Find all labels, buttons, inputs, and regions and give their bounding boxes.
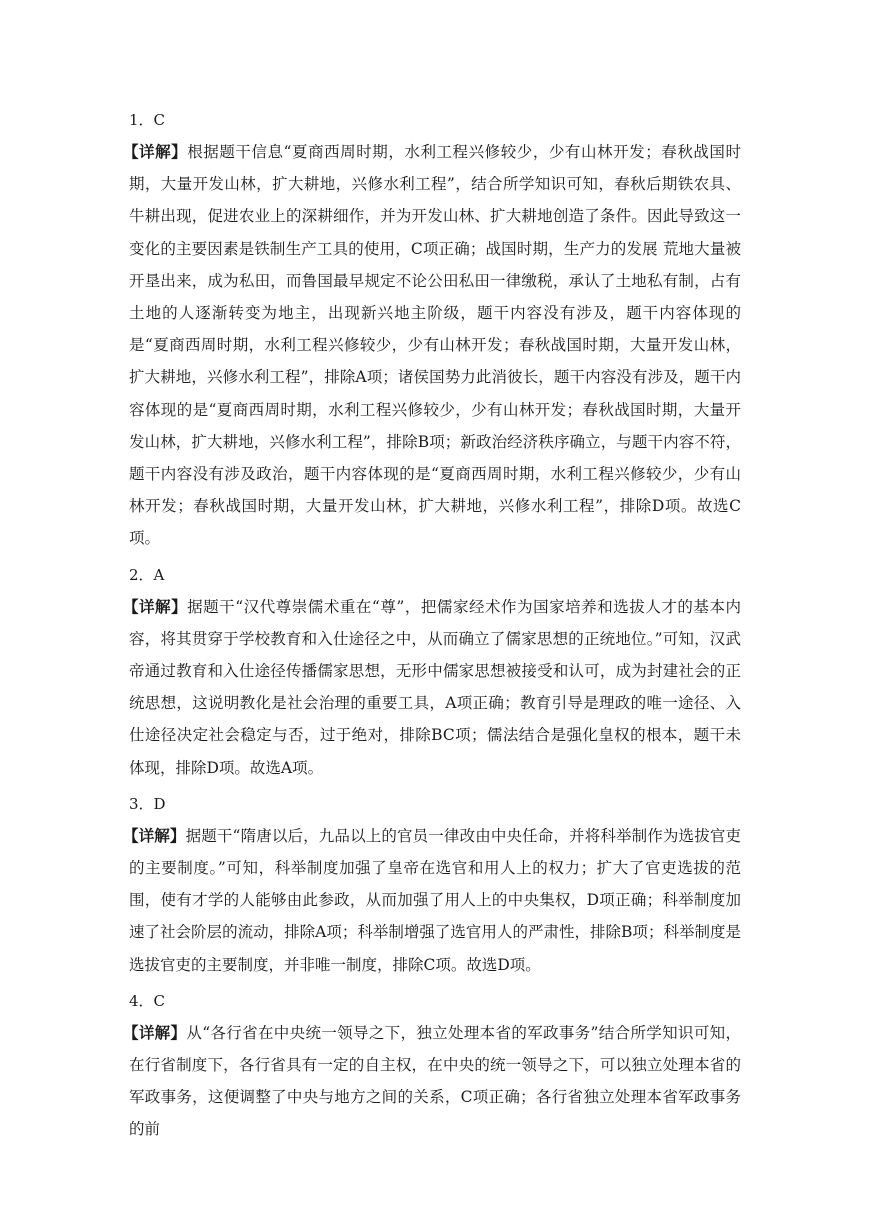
explanation-text: 从“各行省在中央统一领导之下，独立处理本省的军政事务”结合所学知识可知，在行省制度下，各行省具有一定的自主权，在中央的统一领导之下，可以独立处理本省的军政事务，这便调整了中央与地方之间的关系，C项正确；各行省独立处理本省军政事务的前 xyxy=(129,1023,741,1139)
explanation-paragraph xyxy=(123,136,741,555)
answer-block-3 xyxy=(123,788,741,981)
detail-tag: 【详解】 xyxy=(123,825,186,845)
detail-tag: 【详解】 xyxy=(123,1022,187,1042)
detail-tag: 【详解】 xyxy=(123,596,188,616)
explanation-paragraph xyxy=(123,1017,741,1146)
explanation-text: 据题干“隋唐以后，九品以上的官员一律改由中央任命，并将科举制作为选拔官吏的主要制度。”可知，科举制度加强了皇帝在选官和用人上的权力；扩大了官吏选拔的范围，使有才学的人能够由此参政，从而加强了用人上的中央集权，D项正确；科举制度加速了社会阶层的流动，排除A项；科举制增强了选官用人的严肃性，排除B项；科举制度是选拔官吏的主要制度，并非唯一制度，排除C项。故选D项。 xyxy=(129,826,741,974)
question-number: 2．A xyxy=(129,565,165,584)
answer-block-2 xyxy=(123,559,741,784)
explanation-text: 据题干“汉代尊崇儒术重在“尊”，把儒家经术作为国家培养和选拔人才的基本内容，将其贯穿于学校教育和入仕途径之中，从而确立了儒家思想的正统地位。”可知，汉武帝通过教育和入仕途径传播儒家思想，无形中儒家思想被接受和认可，成为封建社会的正统思想，这说明教化是社会治理的重要工具，A项正确；教育引导是理政的唯一途径、入仕途径决定社会稳定与否，过于绝对，排除BC项；儒法结合是强化皇权的根本，题干未体现，排除D项。故选A项。 xyxy=(129,597,741,777)
explanation-paragraph xyxy=(123,820,741,981)
answer-block-4 xyxy=(123,985,741,1146)
explanation-text: 根据题干信息“夏商西周时期，水利工程兴修较少，少有山林开发；春秋战国时期，大量开发山林，扩大耕地，兴修水利工程”，结合所学知识可知，春秋后期铁农具、牛耕出现，促进农业上的深耕细作，并为开发山林、扩大耕地创造了条件。因此导致这一变化的主要因素是铁制生产工具的使用，C项正确；战国时期，生产力的发展 荒地大量被开垦出来，成为私田，而鲁国最早规定不论公田私田一律缴税，承认了土地私有制，占有土地的人逐渐转变为地主，出现新兴地主阶级，题干内容没有涉及，题干内容体现的是“夏商西周时期，水利工程兴修较少，少有山林开发；春秋战国时期，大量开发山林，扩大耕地，兴修水利工程”，排除A项；诸侯国势力此消彼长，题干内容没有涉及，题干内容体现的是“夏商西周时期，水利工程兴修较少，少有山林开发；春秋战国时期，大量开发山林，扩大耕地，兴修水利工程”，排除B项；新政治经济秩序确立，与题干内容不符，题干内容没有涉及政治，题干内容体现的是“夏商西周时期，水利工程兴修较少，少有山林开发；春秋战国时期，大量开发山林，扩大耕地，兴修水利工程”，排除D项。故选C项。 xyxy=(129,143,741,548)
detail-tag: 【详解】 xyxy=(123,142,188,161)
answer-block-1 xyxy=(123,104,741,555)
answer-sheet xyxy=(123,104,741,1150)
question-number: 1．C xyxy=(129,111,166,129)
question-number: 3．D xyxy=(129,794,166,813)
question-number: 4．C xyxy=(129,991,166,1010)
explanation-paragraph xyxy=(123,591,741,784)
